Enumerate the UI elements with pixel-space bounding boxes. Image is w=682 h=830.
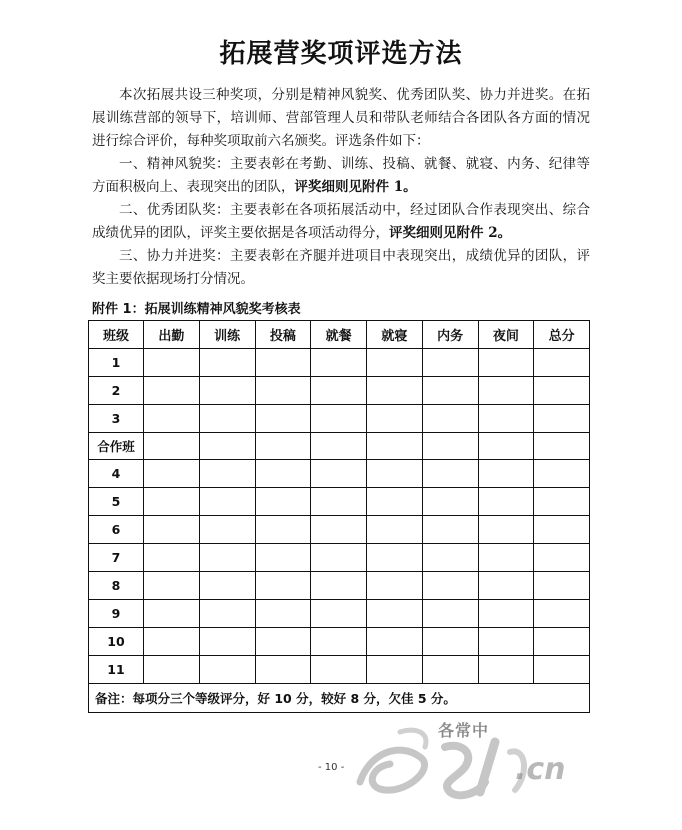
page-number: - 10 -	[318, 762, 345, 773]
table-row	[89, 404, 590, 432]
score-cell	[534, 599, 590, 627]
score-cell	[422, 627, 478, 655]
score-cell	[199, 544, 255, 572]
score-cell	[255, 572, 311, 600]
document-title: 拓展营奖项评选方法	[219, 39, 463, 69]
score-cell	[311, 655, 367, 683]
document-body	[92, 84, 590, 291]
score-cell	[311, 460, 367, 488]
table-row	[89, 348, 590, 376]
score-cell	[478, 376, 534, 404]
class-label: 10	[89, 627, 144, 655]
score-cell	[144, 516, 200, 544]
score-cell	[422, 544, 478, 572]
score-cell	[367, 599, 423, 627]
score-cell	[199, 488, 255, 516]
award-team-paragraph	[92, 199, 590, 245]
intro-paragraph	[92, 84, 590, 153]
column-header: 就餐	[311, 321, 367, 349]
score-cell	[144, 544, 200, 572]
score-cell	[255, 348, 311, 376]
score-cell	[311, 404, 367, 432]
score-cell	[199, 432, 255, 460]
score-cell	[367, 460, 423, 488]
score-cell	[367, 655, 423, 683]
score-cell	[534, 488, 590, 516]
column-header: 班级	[89, 321, 144, 349]
score-cell	[311, 516, 367, 544]
score-cell	[311, 376, 367, 404]
score-cell	[144, 432, 200, 460]
score-cell	[478, 516, 534, 544]
class-label: 6	[89, 516, 144, 544]
score-cell	[144, 655, 200, 683]
score-cell	[534, 572, 590, 600]
score-cell	[422, 404, 478, 432]
score-cell	[311, 432, 367, 460]
score-cell	[534, 404, 590, 432]
table-note: 备注：每项分三个等级评分，好 10 分，较好 8 分，欠佳 5 分。	[89, 683, 590, 712]
table-row	[89, 432, 590, 460]
score-cell	[534, 432, 590, 460]
score-cell	[478, 348, 534, 376]
class-label: 3	[89, 404, 144, 432]
score-cell	[199, 599, 255, 627]
table-caption: 附件 1：拓展训练精神风貌奖考核表	[92, 302, 301, 317]
score-cell	[534, 516, 590, 544]
score-cell	[199, 655, 255, 683]
score-cell	[144, 627, 200, 655]
score-cell	[534, 655, 590, 683]
award-cooperation-paragraph	[92, 245, 590, 291]
score-cell	[478, 544, 534, 572]
paragraph-text: 二、优秀团队奖：主要表彰在各项拓展活动中，经过团队合作表现突出、综合成绩优异的团队，评奖主要依据是各项活动得分，	[92, 202, 590, 241]
score-cell	[367, 572, 423, 600]
score-cell	[367, 404, 423, 432]
score-cell	[144, 460, 200, 488]
score-cell	[534, 627, 590, 655]
score-cell	[422, 460, 478, 488]
score-cell	[478, 488, 534, 516]
score-cell	[199, 348, 255, 376]
class-label: 8	[89, 572, 144, 600]
column-header: 就寝	[367, 321, 423, 349]
table-header-row	[89, 321, 590, 349]
score-cell	[478, 599, 534, 627]
score-cell	[144, 572, 200, 600]
score-cell	[478, 655, 534, 683]
score-cell	[199, 627, 255, 655]
score-cell	[255, 460, 311, 488]
score-cell	[144, 348, 200, 376]
score-cell	[367, 516, 423, 544]
score-cell	[367, 432, 423, 460]
score-cell	[199, 516, 255, 544]
table-row	[89, 460, 590, 488]
column-header: 出勤	[144, 321, 200, 349]
score-cell	[255, 488, 311, 516]
class-label: 5	[89, 488, 144, 516]
score-cell	[422, 516, 478, 544]
score-cell	[255, 376, 311, 404]
assessment-table	[88, 320, 590, 713]
score-cell	[144, 376, 200, 404]
score-cell	[311, 572, 367, 600]
score-cell	[422, 599, 478, 627]
watermark-text: 各常中	[438, 721, 490, 740]
class-label: 7	[89, 544, 144, 572]
table-row	[89, 488, 590, 516]
column-header: 总分	[534, 321, 590, 349]
score-cell	[311, 599, 367, 627]
score-cell	[144, 404, 200, 432]
score-cell	[311, 488, 367, 516]
score-cell	[422, 655, 478, 683]
table-row	[89, 544, 590, 572]
score-cell	[422, 572, 478, 600]
award-spirit-paragraph	[92, 153, 590, 199]
score-cell	[144, 488, 200, 516]
score-cell	[311, 544, 367, 572]
score-cell	[422, 376, 478, 404]
score-cell	[478, 627, 534, 655]
score-cell	[367, 627, 423, 655]
class-label: 合作班	[89, 432, 144, 460]
score-cell	[367, 544, 423, 572]
column-header: 训练	[199, 321, 255, 349]
score-cell	[478, 432, 534, 460]
score-cell	[255, 516, 311, 544]
class-label: 4	[89, 460, 144, 488]
paragraph-text: 三、协力并进奖：主要表彰在齐腿并进项目中表现突出，成绩优异的团队，评奖主要依据现场打分情况。	[92, 248, 590, 287]
table-row	[89, 572, 590, 600]
score-cell	[534, 376, 590, 404]
paragraph-bold-note: 评奖细则见附件 2。	[389, 225, 512, 241]
class-label: 11	[89, 655, 144, 683]
score-cell	[311, 348, 367, 376]
score-cell	[422, 488, 478, 516]
score-cell	[199, 404, 255, 432]
score-cell	[255, 599, 311, 627]
score-cell	[199, 376, 255, 404]
table-row	[89, 655, 590, 683]
score-cell	[534, 460, 590, 488]
table-row	[89, 516, 590, 544]
score-cell	[199, 460, 255, 488]
table-row	[89, 599, 590, 627]
table-body	[89, 348, 590, 683]
table-row	[89, 627, 590, 655]
score-cell	[367, 488, 423, 516]
class-label: 9	[89, 599, 144, 627]
score-cell	[255, 544, 311, 572]
paragraph-text: 本次拓展共设三种奖项，分别是精神风貌奖、优秀团队奖、协力并进奖。在拓展训练营部的领导下，培训师、营部管理人员和带队老师结合各团队各方面的情况进行综合评价，每种奖项取前六名颁奖。评选条件如下：	[92, 87, 590, 149]
score-cell	[255, 627, 311, 655]
score-cell	[255, 655, 311, 683]
score-cell	[534, 348, 590, 376]
score-cell	[478, 460, 534, 488]
column-header: 投稿	[255, 321, 311, 349]
score-cell	[534, 544, 590, 572]
table-row	[89, 376, 590, 404]
paragraph-text: 一、精神风貌奖：主要表彰在考勤、训练、投稿、就餐、就寝、内务、纪律等方面积极向上、表现突出的团队，	[92, 156, 590, 195]
score-cell	[255, 432, 311, 460]
score-cell	[478, 404, 534, 432]
score-cell	[422, 348, 478, 376]
score-cell	[478, 572, 534, 600]
score-cell	[367, 376, 423, 404]
column-header: 内务	[422, 321, 478, 349]
paragraph-bold-note: 评奖细则见附件 1。	[294, 179, 417, 195]
score-cell	[311, 627, 367, 655]
class-label: 2	[89, 376, 144, 404]
column-header: 夜间	[478, 321, 534, 349]
watermark-domain: .cn	[515, 752, 566, 787]
score-cell	[255, 404, 311, 432]
class-label: 1	[89, 348, 144, 376]
score-cell	[422, 432, 478, 460]
score-cell	[367, 348, 423, 376]
score-cell	[144, 599, 200, 627]
table-note-row	[89, 683, 590, 712]
score-cell	[199, 572, 255, 600]
